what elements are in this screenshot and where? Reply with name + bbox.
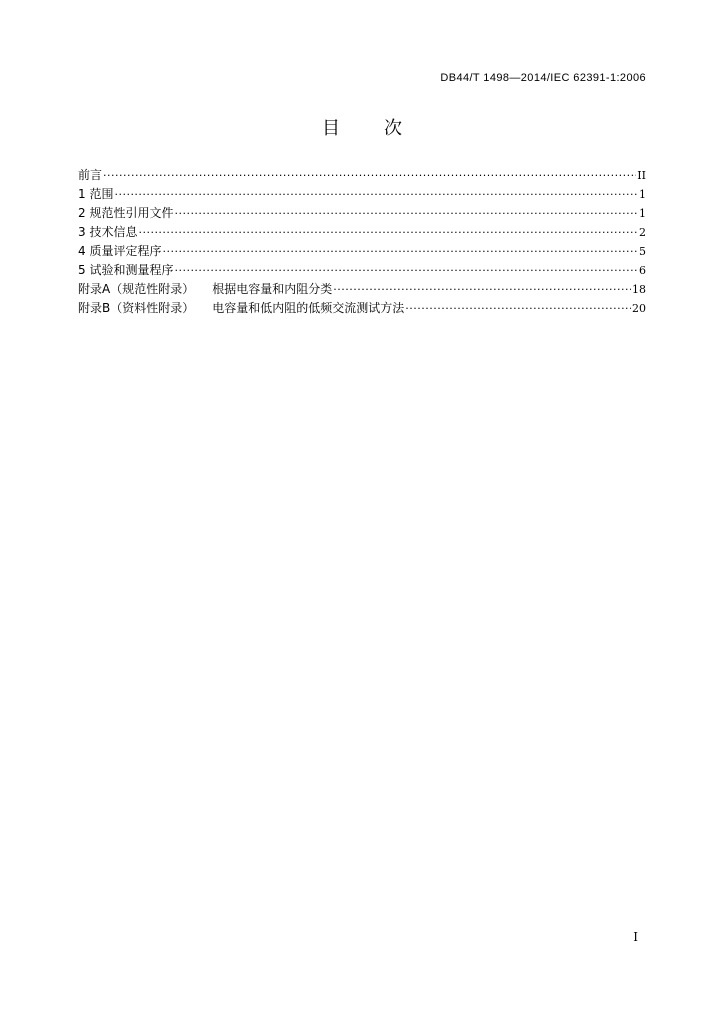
toc-list <box>78 166 646 318</box>
toc-entry-page: 1 <box>639 207 646 220</box>
annex-title: 根据电容量和内阻分类 <box>212 282 333 296</box>
toc-leader-dots <box>103 166 636 185</box>
toc-entry-page: 6 <box>639 264 646 277</box>
toc-entry-page: 20 <box>632 302 646 315</box>
annex-label: 附录B（资料性附录） <box>78 301 195 315</box>
toc-entry-test-procedures[interactable] <box>78 261 646 280</box>
toc-leader-dots <box>162 242 638 261</box>
toc-entry-label: 2 规范性引用文件 <box>78 206 174 220</box>
toc-entry-page: 2 <box>639 226 646 239</box>
toc-entry-label: 5 试验和测量程序 <box>78 263 174 277</box>
toc-entry-scope[interactable] <box>78 185 646 204</box>
toc-leader-dots <box>174 204 638 223</box>
toc-entry-label: 前言 <box>78 168 103 182</box>
toc-entry-normative-references[interactable] <box>78 204 646 223</box>
toc-entry-label: 4 质量评定程序 <box>78 244 162 258</box>
toc-leader-dots <box>405 299 631 318</box>
toc-leader-dots <box>174 261 638 280</box>
toc-leader-dots <box>138 223 638 242</box>
toc-entry-page: 1 <box>639 188 646 201</box>
toc-leader-dots <box>114 185 638 204</box>
toc-entry-page: II <box>637 169 646 182</box>
toc-leader-dots <box>333 280 631 299</box>
toc-entry-foreword[interactable] <box>78 166 646 185</box>
toc-entry-page: 5 <box>639 245 646 258</box>
toc-entry-label: 1 范围 <box>78 187 114 201</box>
toc-title-char-2: 次 <box>384 118 402 139</box>
toc-entry-label: 3 技术信息 <box>78 225 138 239</box>
toc-title-char-1: 目 <box>322 118 340 139</box>
toc-title <box>0 114 724 140</box>
toc-entry-page: 18 <box>632 283 646 296</box>
toc-entry-label <box>78 280 332 299</box>
page-number: I <box>633 930 638 944</box>
toc-entry-technical-information[interactable] <box>78 223 646 242</box>
toc-entry-quality-assessment[interactable] <box>78 242 646 261</box>
toc-entry-annex-b[interactable] <box>78 299 646 318</box>
annex-label: 附录A（规范性附录） <box>78 282 195 296</box>
document-code: DB44/T 1498—2014/IEC 62391-1:2006 <box>440 72 646 84</box>
toc-entry-annex-a[interactable] <box>78 280 646 299</box>
annex-title: 电容量和低内阻的低频交流测试方法 <box>212 301 405 315</box>
toc-entry-label <box>78 299 404 318</box>
